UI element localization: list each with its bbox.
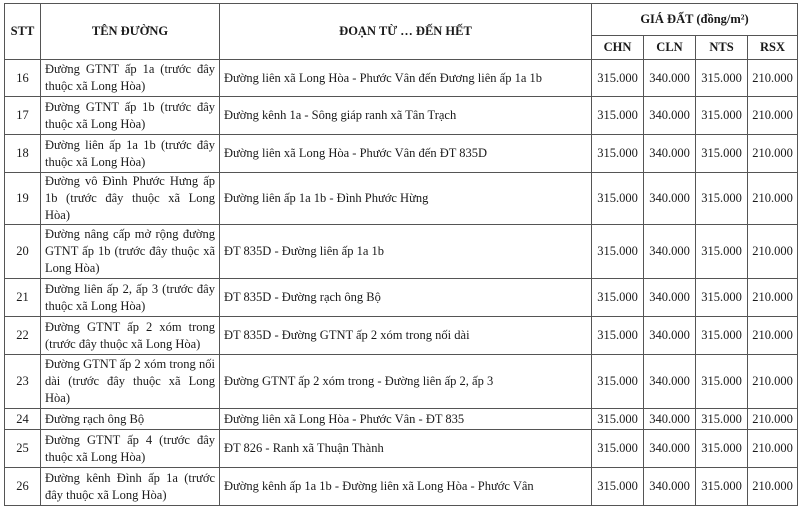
row-street-name: Đường vô Đình Phước Hưng ấp 1b (trước đây thuộc xã Long Hòa) bbox=[41, 173, 220, 225]
row-street-name: Đường GTNT ấp 1b (trước đây thuộc xã Long Hòa) bbox=[41, 97, 220, 135]
row-price-rsx: 210.000 bbox=[748, 409, 798, 430]
row-street-name: Đường GTNT ấp 1a (trước đây thuộc xã Long Hòa) bbox=[41, 60, 220, 97]
row-price-nts: 315.000 bbox=[696, 225, 748, 279]
row-street-name: Đường nâng cấp mở rộng đường GTNT ấp 1b (trước đây thuộc xã Long Hòa) bbox=[41, 225, 220, 279]
row-price-rsx: 210.000 bbox=[748, 279, 798, 317]
table-row bbox=[5, 430, 798, 468]
row-price-nts: 315.000 bbox=[696, 317, 748, 355]
row-stt: 19 bbox=[5, 173, 41, 225]
row-price-chn: 315.000 bbox=[592, 60, 644, 97]
row-price-chn: 315.000 bbox=[592, 173, 644, 225]
row-price-nts: 315.000 bbox=[696, 60, 748, 97]
row-price-cln: 340.000 bbox=[644, 430, 696, 468]
row-price-chn: 315.000 bbox=[592, 135, 644, 173]
row-segment: ĐT 826 - Ranh xã Thuận Thành bbox=[220, 430, 592, 468]
row-price-nts: 315.000 bbox=[696, 97, 748, 135]
header-ten-duong: TÊN ĐƯỜNG bbox=[41, 4, 220, 60]
row-segment: Đường liên xã Long Hòa - Phước Vân đến ĐT 835D bbox=[220, 135, 592, 173]
row-price-chn: 315.000 bbox=[592, 468, 644, 506]
row-segment: Đường GTNT ấp 2 xóm trong - Đường liên ấp 2, ấp 3 bbox=[220, 355, 592, 409]
row-price-chn: 315.000 bbox=[592, 355, 644, 409]
row-price-rsx: 210.000 bbox=[748, 355, 798, 409]
header-rsx: RSX bbox=[748, 36, 798, 60]
row-price-rsx: 210.000 bbox=[748, 60, 798, 97]
row-stt: 23 bbox=[5, 355, 41, 409]
row-stt: 18 bbox=[5, 135, 41, 173]
row-price-cln: 340.000 bbox=[644, 135, 696, 173]
row-price-chn: 315.000 bbox=[592, 225, 644, 279]
land-price-table bbox=[4, 3, 798, 506]
header-stt: STT bbox=[5, 4, 41, 60]
row-stt: 26 bbox=[5, 468, 41, 506]
header-nts: NTS bbox=[696, 36, 748, 60]
row-price-rsx: 210.000 bbox=[748, 430, 798, 468]
header-doan: ĐOẠN TỪ … ĐẾN HẾT bbox=[220, 4, 592, 60]
row-price-rsx: 210.000 bbox=[748, 97, 798, 135]
header-cln: CLN bbox=[644, 36, 696, 60]
row-price-nts: 315.000 bbox=[696, 430, 748, 468]
row-price-rsx: 210.000 bbox=[748, 225, 798, 279]
row-price-chn: 315.000 bbox=[592, 409, 644, 430]
row-stt: 24 bbox=[5, 409, 41, 430]
row-price-cln: 340.000 bbox=[644, 97, 696, 135]
row-segment: Đường kênh 1a - Sông giáp ranh xã Tân Trạch bbox=[220, 97, 592, 135]
table-row bbox=[5, 97, 798, 135]
row-stt: 21 bbox=[5, 279, 41, 317]
row-price-rsx: 210.000 bbox=[748, 317, 798, 355]
row-street-name: Đường rạch ông Bộ bbox=[41, 409, 220, 430]
header-chn: CHN bbox=[592, 36, 644, 60]
row-price-nts: 315.000 bbox=[696, 409, 748, 430]
table-row bbox=[5, 317, 798, 355]
row-price-chn: 315.000 bbox=[592, 430, 644, 468]
row-price-nts: 315.000 bbox=[696, 468, 748, 506]
row-price-cln: 340.000 bbox=[644, 279, 696, 317]
row-street-name: Đường GTNT ấp 2 xóm trong (trước đây thuộc xã Long Hòa) bbox=[41, 317, 220, 355]
row-price-cln: 340.000 bbox=[644, 60, 696, 97]
row-street-name: Đường liên ấp 1a 1b (trước đây thuộc xã Long Hòa) bbox=[41, 135, 220, 173]
row-segment: Đường kênh ấp 1a 1b - Đường liên xã Long Hòa - Phước Vân bbox=[220, 468, 592, 506]
row-price-nts: 315.000 bbox=[696, 279, 748, 317]
row-price-cln: 340.000 bbox=[644, 409, 696, 430]
table-row bbox=[5, 468, 798, 506]
row-segment: Đường liên xã Long Hòa - Phước Vân - ĐT 835 bbox=[220, 409, 592, 430]
row-stt: 25 bbox=[5, 430, 41, 468]
row-stt: 16 bbox=[5, 60, 41, 97]
row-stt: 22 bbox=[5, 317, 41, 355]
row-price-rsx: 210.000 bbox=[748, 468, 798, 506]
table-row bbox=[5, 409, 798, 430]
row-price-cln: 340.000 bbox=[644, 317, 696, 355]
row-price-rsx: 210.000 bbox=[748, 173, 798, 225]
row-segment: Đường liên ấp 1a 1b - Đình Phước Hừng bbox=[220, 173, 592, 225]
header-gia-dat: GIÁ ĐẤT (đồng/m²) bbox=[592, 4, 798, 36]
row-segment: ĐT 835D - Đường liên ấp 1a 1b bbox=[220, 225, 592, 279]
row-segment: ĐT 835D - Đường GTNT ấp 2 xóm trong nối dài bbox=[220, 317, 592, 355]
row-price-rsx: 210.000 bbox=[748, 135, 798, 173]
row-street-name: Đường GTNT ấp 2 xóm trong nối dài (trước đây thuộc xã Long Hòa) bbox=[41, 355, 220, 409]
row-stt: 17 bbox=[5, 97, 41, 135]
row-price-cln: 340.000 bbox=[644, 173, 696, 225]
table-row bbox=[5, 60, 798, 97]
table-row bbox=[5, 173, 798, 225]
row-price-nts: 315.000 bbox=[696, 355, 748, 409]
row-price-cln: 340.000 bbox=[644, 225, 696, 279]
table-row bbox=[5, 135, 798, 173]
row-price-chn: 315.000 bbox=[592, 97, 644, 135]
row-segment: Đường liên xã Long Hòa - Phước Vân đến Đương liên ấp 1a 1b bbox=[220, 60, 592, 97]
table-row bbox=[5, 279, 798, 317]
row-price-cln: 340.000 bbox=[644, 355, 696, 409]
table-row bbox=[5, 355, 798, 409]
row-street-name: Đường kênh Đình ấp 1a (trước đây thuộc xã Long Hòa) bbox=[41, 468, 220, 506]
row-price-chn: 315.000 bbox=[592, 317, 644, 355]
row-street-name: Đường GTNT ấp 4 (trước đây thuộc xã Long Hòa) bbox=[41, 430, 220, 468]
row-street-name: Đường liên ấp 2, ấp 3 (trước đây thuộc xã Long Hòa) bbox=[41, 279, 220, 317]
table-row bbox=[5, 225, 798, 279]
row-price-cln: 340.000 bbox=[644, 468, 696, 506]
row-stt: 20 bbox=[5, 225, 41, 279]
row-price-chn: 315.000 bbox=[592, 279, 644, 317]
row-segment: ĐT 835D - Đường rạch ông Bộ bbox=[220, 279, 592, 317]
row-price-nts: 315.000 bbox=[696, 135, 748, 173]
row-price-nts: 315.000 bbox=[696, 173, 748, 225]
